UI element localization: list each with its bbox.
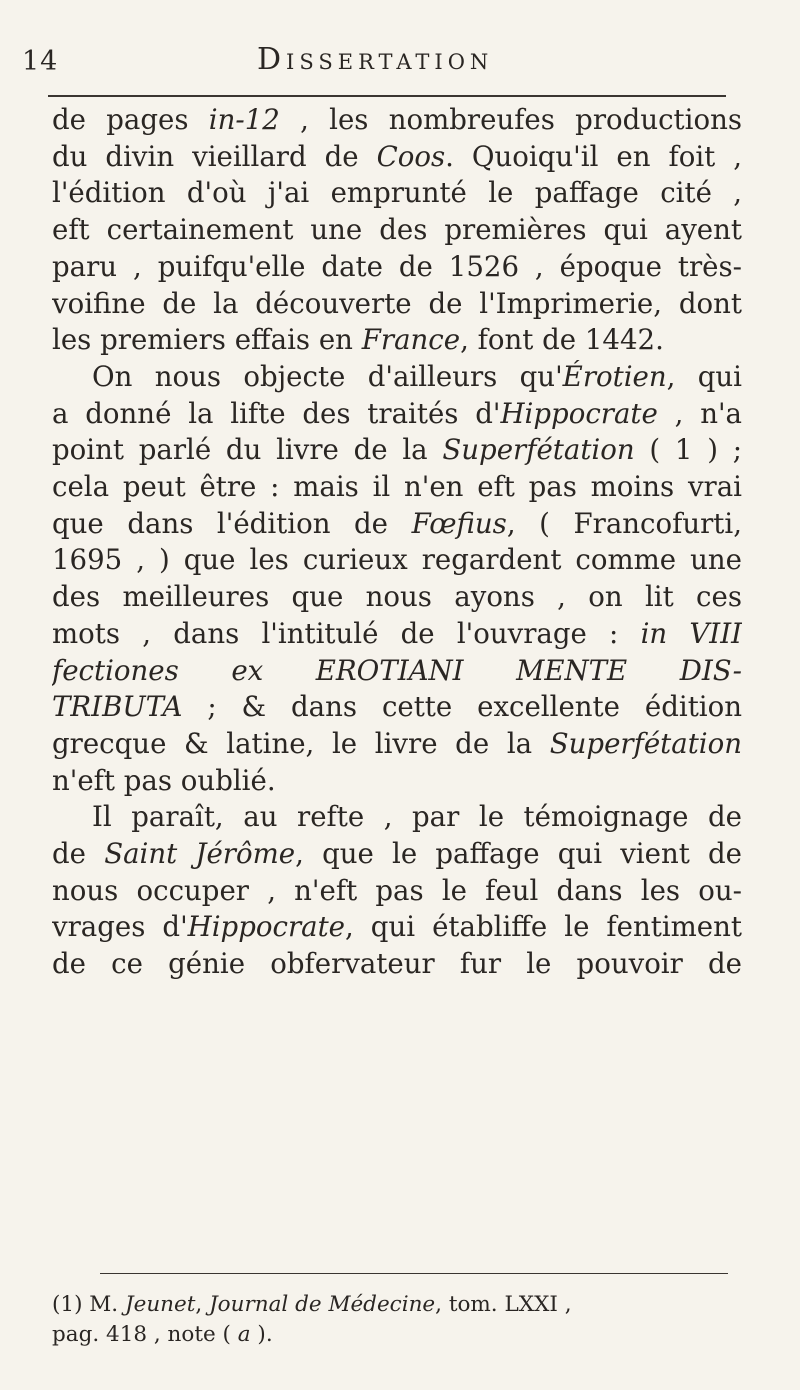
text-run: , que le paffage qui vient de xyxy=(295,837,742,871)
text-run: point parlé du livre de la xyxy=(52,433,443,467)
text-run: On nous objecte d'ailleurs qu' xyxy=(92,359,563,393)
italic-text: Hippocrate xyxy=(500,396,658,430)
text-run: , tom. LXXI , xyxy=(435,1292,572,1317)
body-line xyxy=(52,836,742,873)
text-run: pag. 418 , note ( xyxy=(52,1321,238,1347)
text-run: ). xyxy=(250,1321,273,1347)
body-line xyxy=(52,909,742,946)
text-run: ; & dans cette excellente édition xyxy=(182,690,742,724)
running-head: Dissertation xyxy=(257,42,494,77)
body-line xyxy=(52,396,742,433)
italic-text: TRIBUTA xyxy=(52,690,183,724)
body-line xyxy=(52,212,742,249)
italic-text: France xyxy=(361,323,461,357)
body-line xyxy=(52,579,742,616)
text-run: des meilleures que nous ayons , on lit ces xyxy=(52,580,742,614)
italic-text: Hippocrate xyxy=(187,910,346,944)
footnote xyxy=(52,1290,742,1349)
text-run: nous occuper , n'eft pas le feul dans les ou- xyxy=(52,873,742,907)
body-line xyxy=(52,286,742,323)
text-run: ( 1 ) ; xyxy=(634,433,742,467)
body-line xyxy=(52,506,742,543)
body-line xyxy=(52,799,742,836)
body-line xyxy=(52,322,742,359)
text-run: cela peut être : mais il n'en eft pas moins vrai xyxy=(52,470,742,504)
italic-text: Superfétation xyxy=(549,726,742,760)
text-run: , qui xyxy=(666,359,742,393)
text-run: voifine de la découverte de l'Imprimerie, dont xyxy=(52,286,742,320)
italic-text: fectiones ex EROTIANI MENTE DIS- xyxy=(52,653,742,687)
italic-text: Jeunet xyxy=(124,1292,196,1317)
body-line xyxy=(52,359,742,396)
text-run: , font de 1442. xyxy=(460,323,664,357)
text-run: de pages xyxy=(52,103,209,136)
text-run: , n'a xyxy=(657,396,742,430)
text-run: vrages d' xyxy=(52,910,188,944)
text-run: que dans l'édition de xyxy=(52,506,412,540)
body-line xyxy=(52,689,742,726)
italic-text: Journal de Médecine xyxy=(209,1292,436,1317)
text-run: n'eft pas oublié. xyxy=(52,763,276,797)
text-run: mots , dans l'intitulé de l'ouvrage : xyxy=(52,616,641,650)
text-run: . Quoiqu'il en foit , xyxy=(445,139,742,173)
italic-text: in-12 xyxy=(208,103,280,136)
text-run: grecque & latine, le livre de la xyxy=(52,726,550,760)
body-text xyxy=(52,102,742,983)
text-run: Il paraît, au refte , par le témoignage de xyxy=(92,800,742,834)
text-run: du divin vieillard de xyxy=(52,139,377,173)
text-run: , ( Francofurti, xyxy=(506,506,742,540)
body-line xyxy=(52,542,742,579)
italic-text: Érotien xyxy=(562,359,667,393)
text-run: , les nombreufes productions xyxy=(279,103,742,136)
footnote-rule xyxy=(100,1273,728,1274)
text-run: eft certainement une des premières qui ayent xyxy=(52,213,742,247)
text-run: 1695 , ) que les curieux regardent comme une xyxy=(52,543,742,577)
italic-text: Saint Jérôme xyxy=(104,837,296,871)
body-line xyxy=(52,102,742,139)
footnote-line xyxy=(52,1320,742,1350)
italic-text: Coos xyxy=(376,139,446,173)
body-line xyxy=(52,873,742,910)
text-run: de xyxy=(52,837,105,871)
italic-text: a xyxy=(237,1321,251,1347)
text-run: , xyxy=(195,1292,210,1317)
body-line xyxy=(52,175,742,212)
body-line xyxy=(52,726,742,763)
italic-text: Fœfius xyxy=(411,506,507,540)
body-line xyxy=(52,469,742,506)
text-run: de ce génie obfervateur fur le pouvoir de xyxy=(52,947,742,981)
header-rule xyxy=(48,95,726,97)
body-line xyxy=(52,946,742,983)
page-number: 14 xyxy=(22,46,59,77)
text-run: a donné la lifte des traités d' xyxy=(52,396,501,430)
text-run: (1) M. xyxy=(52,1292,125,1317)
body-line xyxy=(52,249,742,286)
body-line xyxy=(52,139,742,176)
italic-text: Superfétation xyxy=(442,433,635,467)
body-line xyxy=(52,616,742,653)
text-run: , qui établiffe le fentiment xyxy=(345,910,742,944)
body-line xyxy=(52,763,742,800)
italic-text: in VIII xyxy=(640,616,742,650)
text-run: paru , puifqu'elle date de 1526 , époque très- xyxy=(52,249,742,283)
body-line xyxy=(52,653,742,690)
body-line xyxy=(52,432,742,469)
text-run: l'édition d'où j'ai emprunté le paffage cité , xyxy=(52,176,742,210)
footnote-line xyxy=(52,1290,742,1320)
text-run: les premiers effais en xyxy=(52,323,362,357)
